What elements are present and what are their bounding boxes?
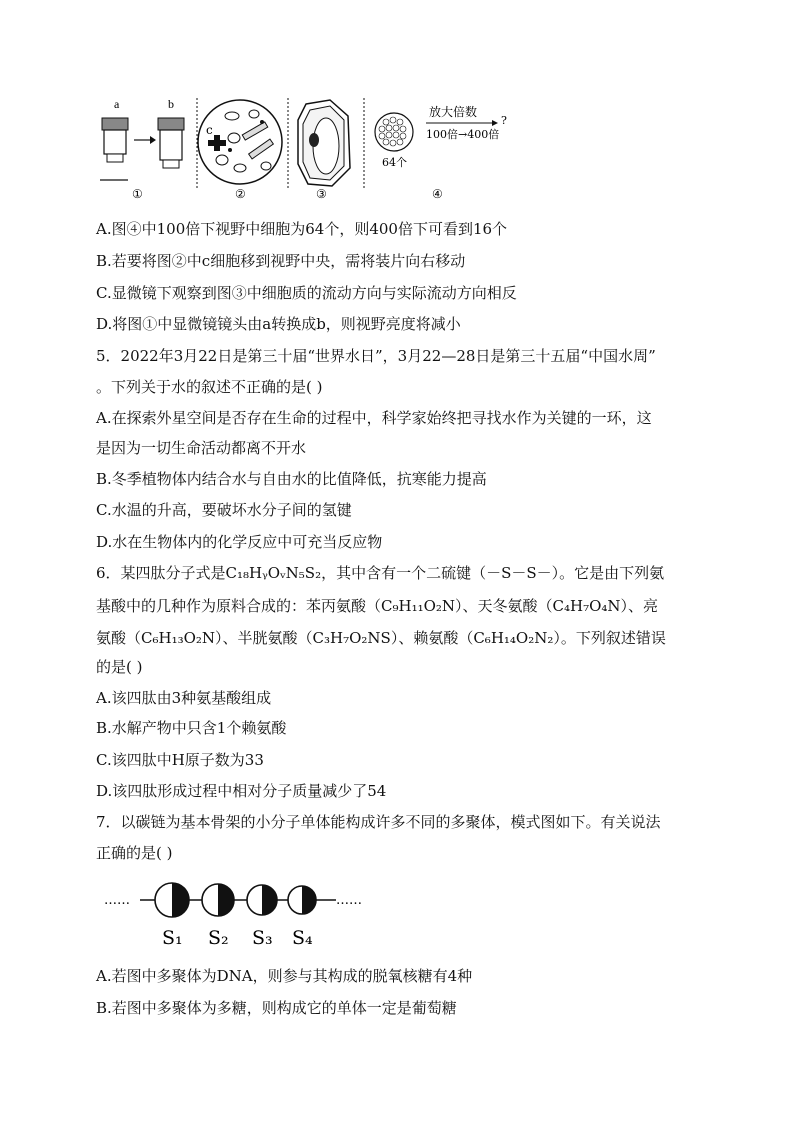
chain-dots-right: …… [336, 893, 362, 908]
q4-option-a: A.图④中100倍下视野中细胞为64个，则400倍下可看到16个 [96, 220, 508, 238]
label-c: c [206, 123, 213, 137]
q7-stem-line2: 正确的是( ) [96, 844, 173, 862]
q7-stem-line1: 7．以碳链为基本骨架的小分子单体能构成许多不同的多聚体，模式图如下。有关说法 [96, 813, 661, 831]
label-2: ② [235, 187, 246, 201]
monomer-s2 [202, 884, 234, 916]
panel-3-plant-cell [298, 100, 350, 201]
q4-option-b: B.若要将图②中c细胞移到视野中央，需将装片向右移动 [96, 252, 466, 270]
label-s1: S₁ [162, 927, 183, 949]
monomer-s3 [247, 885, 277, 915]
label-s3: S₃ [252, 927, 273, 949]
q6-option-b: B.水解产物中只含1个赖氨酸 [96, 719, 287, 737]
label-a: a [114, 97, 120, 111]
label-s2: S₂ [208, 927, 229, 949]
chain-dots-left: …… [104, 893, 130, 908]
polymer-chain-diagram [100, 878, 380, 950]
magnify-range: 100倍→400倍 [426, 128, 500, 141]
microscope-figure [92, 94, 532, 204]
q6-stem-line2: 基酸中的几种作为原料合成的：苯丙氨酸（C₉H₁₁O₂N）、天冬氨酸（C₄H₇O₄N）、亮 [96, 597, 659, 615]
q6-stem-line4: 的是( ) [96, 658, 143, 676]
q5-option-d: D.水在生物体内的化学反应中可充当反应物 [96, 533, 383, 551]
q7-option-a: A.若图中多聚体为DNA，则参与其构成的脱氧核糖有4种 [96, 967, 473, 985]
magnify-text: 放大倍数 [429, 105, 478, 119]
q6-stem-line3: 氨酸（C₆H₁₃O₂N）、半胱氨酸（C₃H₇O₂NS）、赖氨酸（C₆H₁₄O₂N₂）。下列叙述错误 [96, 629, 666, 647]
monomer-s4 [288, 886, 316, 914]
label-4: ④ [432, 187, 443, 201]
panel-1-objectives [100, 97, 184, 201]
q5-stem-line1: 5．2022年3月22日是第三十届“世界水日”，3月22—28日是第三十五届“中国水周” [96, 347, 656, 365]
cell-count: 64个 [382, 156, 407, 169]
q5-option-a: A.在探索外星空间是否存在生命的过程中，科学家始终把寻找水作为关键的一环，这 [96, 409, 652, 427]
panel-2-field-of-view [198, 100, 282, 201]
monomer-s1 [155, 883, 189, 917]
label-1: ① [132, 187, 143, 201]
q4-option-d: D.将图①中显微镜镜头由a转换成b，则视野亮度将减小 [96, 315, 461, 333]
q5-stem-line2: 。下列关于水的叙述不正确的是( ) [96, 378, 323, 396]
label-b: b [168, 97, 174, 111]
q5-option-c: C.水温的升高，要破坏水分子间的氢键 [96, 501, 352, 519]
q6-stem-line1: 6．某四肽分子式是C₁₈HᵧOᵥN₅S₂，其中含有一个二硫键（－S－S－）。它是由下列氨 [96, 564, 665, 582]
question-mark: ? [501, 114, 507, 127]
q5-option-a-cont: 是因为一切生命活动都离不开水 [96, 439, 307, 457]
q6-option-c: C.该四肽中H原子数为33 [96, 751, 264, 769]
label-s4: S₄ [292, 927, 313, 949]
q7-option-b: B.若图中多聚体为多糖，则构成它的单体一定是葡萄糖 [96, 999, 457, 1017]
q5-option-b: B.冬季植物体内结合水与自由水的比值降低，抗寒能力提高 [96, 470, 487, 488]
label-3: ③ [316, 187, 327, 201]
q6-option-a: A.该四肽由3种氨基酸组成 [96, 689, 272, 707]
q4-option-c: C.显微镜下观察到图③中细胞质的流动方向与实际流动方向相反 [96, 284, 517, 302]
panel-4-magnification [375, 104, 507, 201]
q6-option-d: D.该四肽形成过程中相对分子质量减少了54 [96, 782, 387, 800]
